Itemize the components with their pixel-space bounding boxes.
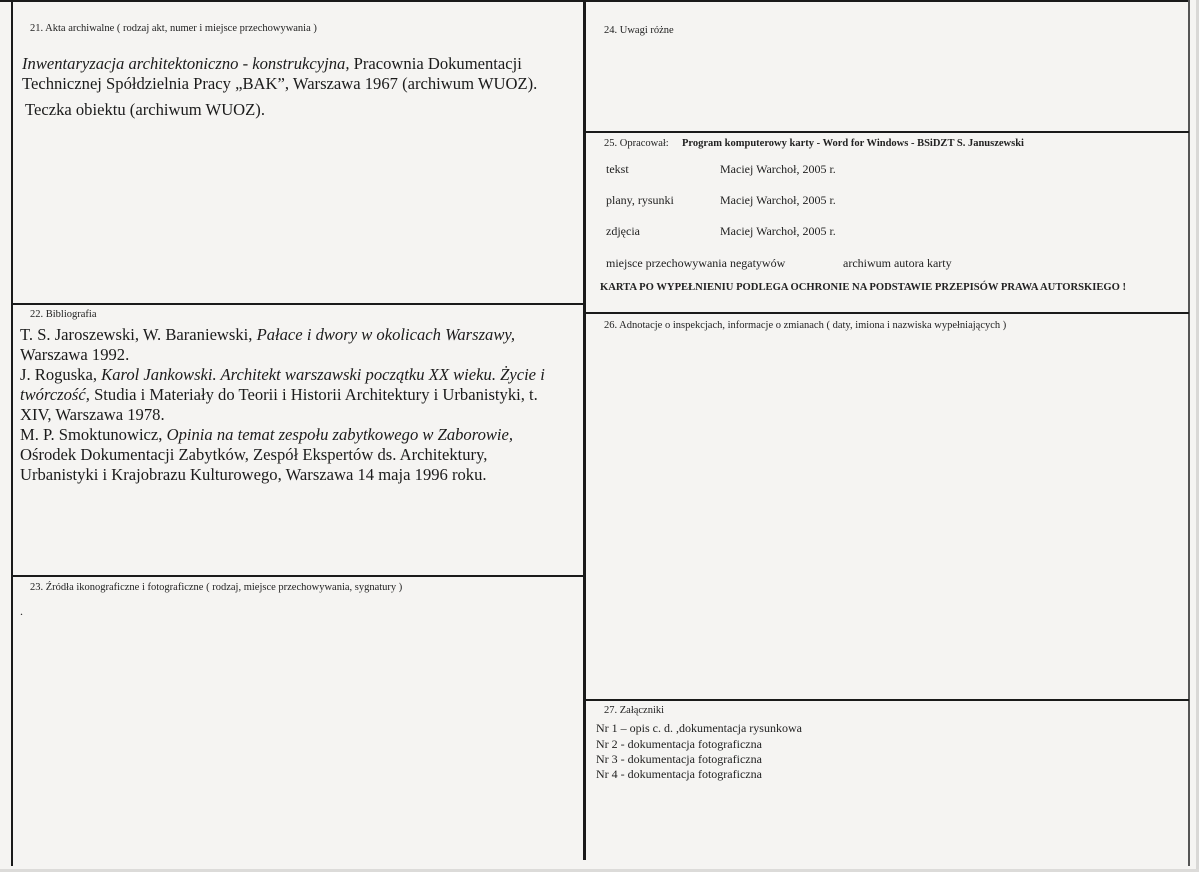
bibliography-item-2 [20, 365, 580, 385]
bibliography-list [20, 325, 580, 485]
section-21-label: 21. Akta archiwalne ( rodzaj akt, numer i miejsce przechowywania ) [30, 23, 317, 34]
archive-entry-1 [22, 54, 577, 74]
bibliography-item-3-cont: Ośrodek Dokumentacji Zabytków, Zespół Ekspertów ds. Architektury, [20, 445, 488, 464]
right-border [1188, 0, 1190, 866]
archive-entry-2: Teczka obiektu (archiwum WUOZ). [25, 100, 265, 119]
section-26-label: 26. Adnotacje o inspekcjach, informacje o zmianach ( daty, imiona i nazwiska wypełniających ) [604, 320, 1007, 331]
bib-3-title: Opinia na temat zespołu zabytkowego w Zaborowie, [166, 425, 514, 444]
section-21-content [22, 54, 577, 120]
section-25-label: 25. Opracował: [604, 138, 669, 149]
negatives-location-label: miejsce przechowywania negatywów [606, 256, 786, 270]
bibliography-item-3-cont2: Urbanistyki i Krajobrazu Kulturowego, Warszawa 14 maja 1996 roku. [20, 465, 487, 484]
section-23-mark: . [20, 604, 23, 618]
archive-entry-1-title: Inwentaryzacja architektoniczno - konstrukcyjna, [22, 54, 350, 73]
credit-row-photos-field: zdjęcia [606, 224, 640, 238]
center-divider [583, 0, 586, 860]
credit-row-plans-field: plany, rysunki [606, 193, 674, 207]
bib-2-author: J. Roguska, [20, 365, 102, 384]
attachment-item: Nr 1 – opis c. d. ,dokumentacja rysunkowa [596, 721, 802, 735]
bib-2-title: Karol Jankowski. Architekt warszawski początku XX wieku. Życie i [101, 365, 545, 384]
bibliography-item-3 [20, 425, 580, 445]
copyright-notice: KARTA PO WYPEŁNIENIU PODLEGA OCHRONIE NA PODSTAWIE PRZEPISÓW PRAWA AUTORSKIEGO ! [600, 282, 1127, 293]
bibliography-item-1 [20, 325, 580, 345]
credit-row-text-field: tekst [606, 162, 629, 176]
bib-2-series: Studia i Materiały do Teorii i Historii Architektury i Urbanistyki, t. [89, 385, 538, 404]
credit-row-plans-value: Maciej Warchoł, 2005 r. [720, 193, 836, 207]
section-22-label: 22. Bibliografia [30, 309, 97, 320]
section-27-label: 27. Załączniki [604, 705, 665, 716]
archive-entry-1-source: Pracownia Dokumentacji [349, 54, 522, 73]
attachment-item: Nr 4 - dokumentacja fotograficzna [596, 767, 762, 781]
divider-25-26 [585, 312, 1189, 314]
bib-1-authors: T. S. Jaroszewski, W. Baraniewski, [20, 325, 257, 344]
divider-24-25 [585, 131, 1189, 133]
bibliography-item-2-cont2: XIV, Warszawa 1978. [20, 405, 165, 424]
credit-row-photos-value: Maciej Warchoł, 2005 r. [720, 224, 836, 238]
program-info: Program komputerowy karty - Word for Windows - BSiDZT S. Januszewski [682, 138, 1024, 149]
bib-1-title: Pałace i dwory w okolicach Warszawy, [256, 325, 516, 344]
divider-22-23 [11, 575, 585, 577]
section-23-label: 23. Źródła ikonograficzne i fotograficzne ( rodzaj, miejsce przechowywania, sygnatury ) [30, 582, 403, 593]
top-border [0, 0, 1190, 2]
left-border [11, 0, 13, 866]
attachment-item: Nr 2 - dokumentacja fotograficzna [596, 737, 762, 751]
divider-21-22 [11, 303, 585, 305]
bib-2-title-end: twórczość, [20, 385, 90, 404]
credit-row-text-value: Maciej Warchoł, 2005 r. [720, 162, 836, 176]
bibliography-item-1-cont: Warszawa 1992. [20, 345, 130, 364]
section-24-label: 24. Uwagi różne [604, 25, 674, 36]
bibliography-item-2-cont [20, 385, 580, 405]
archive-entry-1-line2: Technicznej Spółdzielnia Pracy „BAK”, Warszawa 1967 (archiwum WUOZ). [22, 74, 538, 93]
negatives-location-value: archiwum autora karty [843, 256, 952, 270]
attachment-item: Nr 3 - dokumentacja fotograficzna [596, 752, 762, 766]
bib-3-author: M. P. Smoktunowicz, [20, 425, 167, 444]
divider-26-27 [585, 699, 1189, 701]
